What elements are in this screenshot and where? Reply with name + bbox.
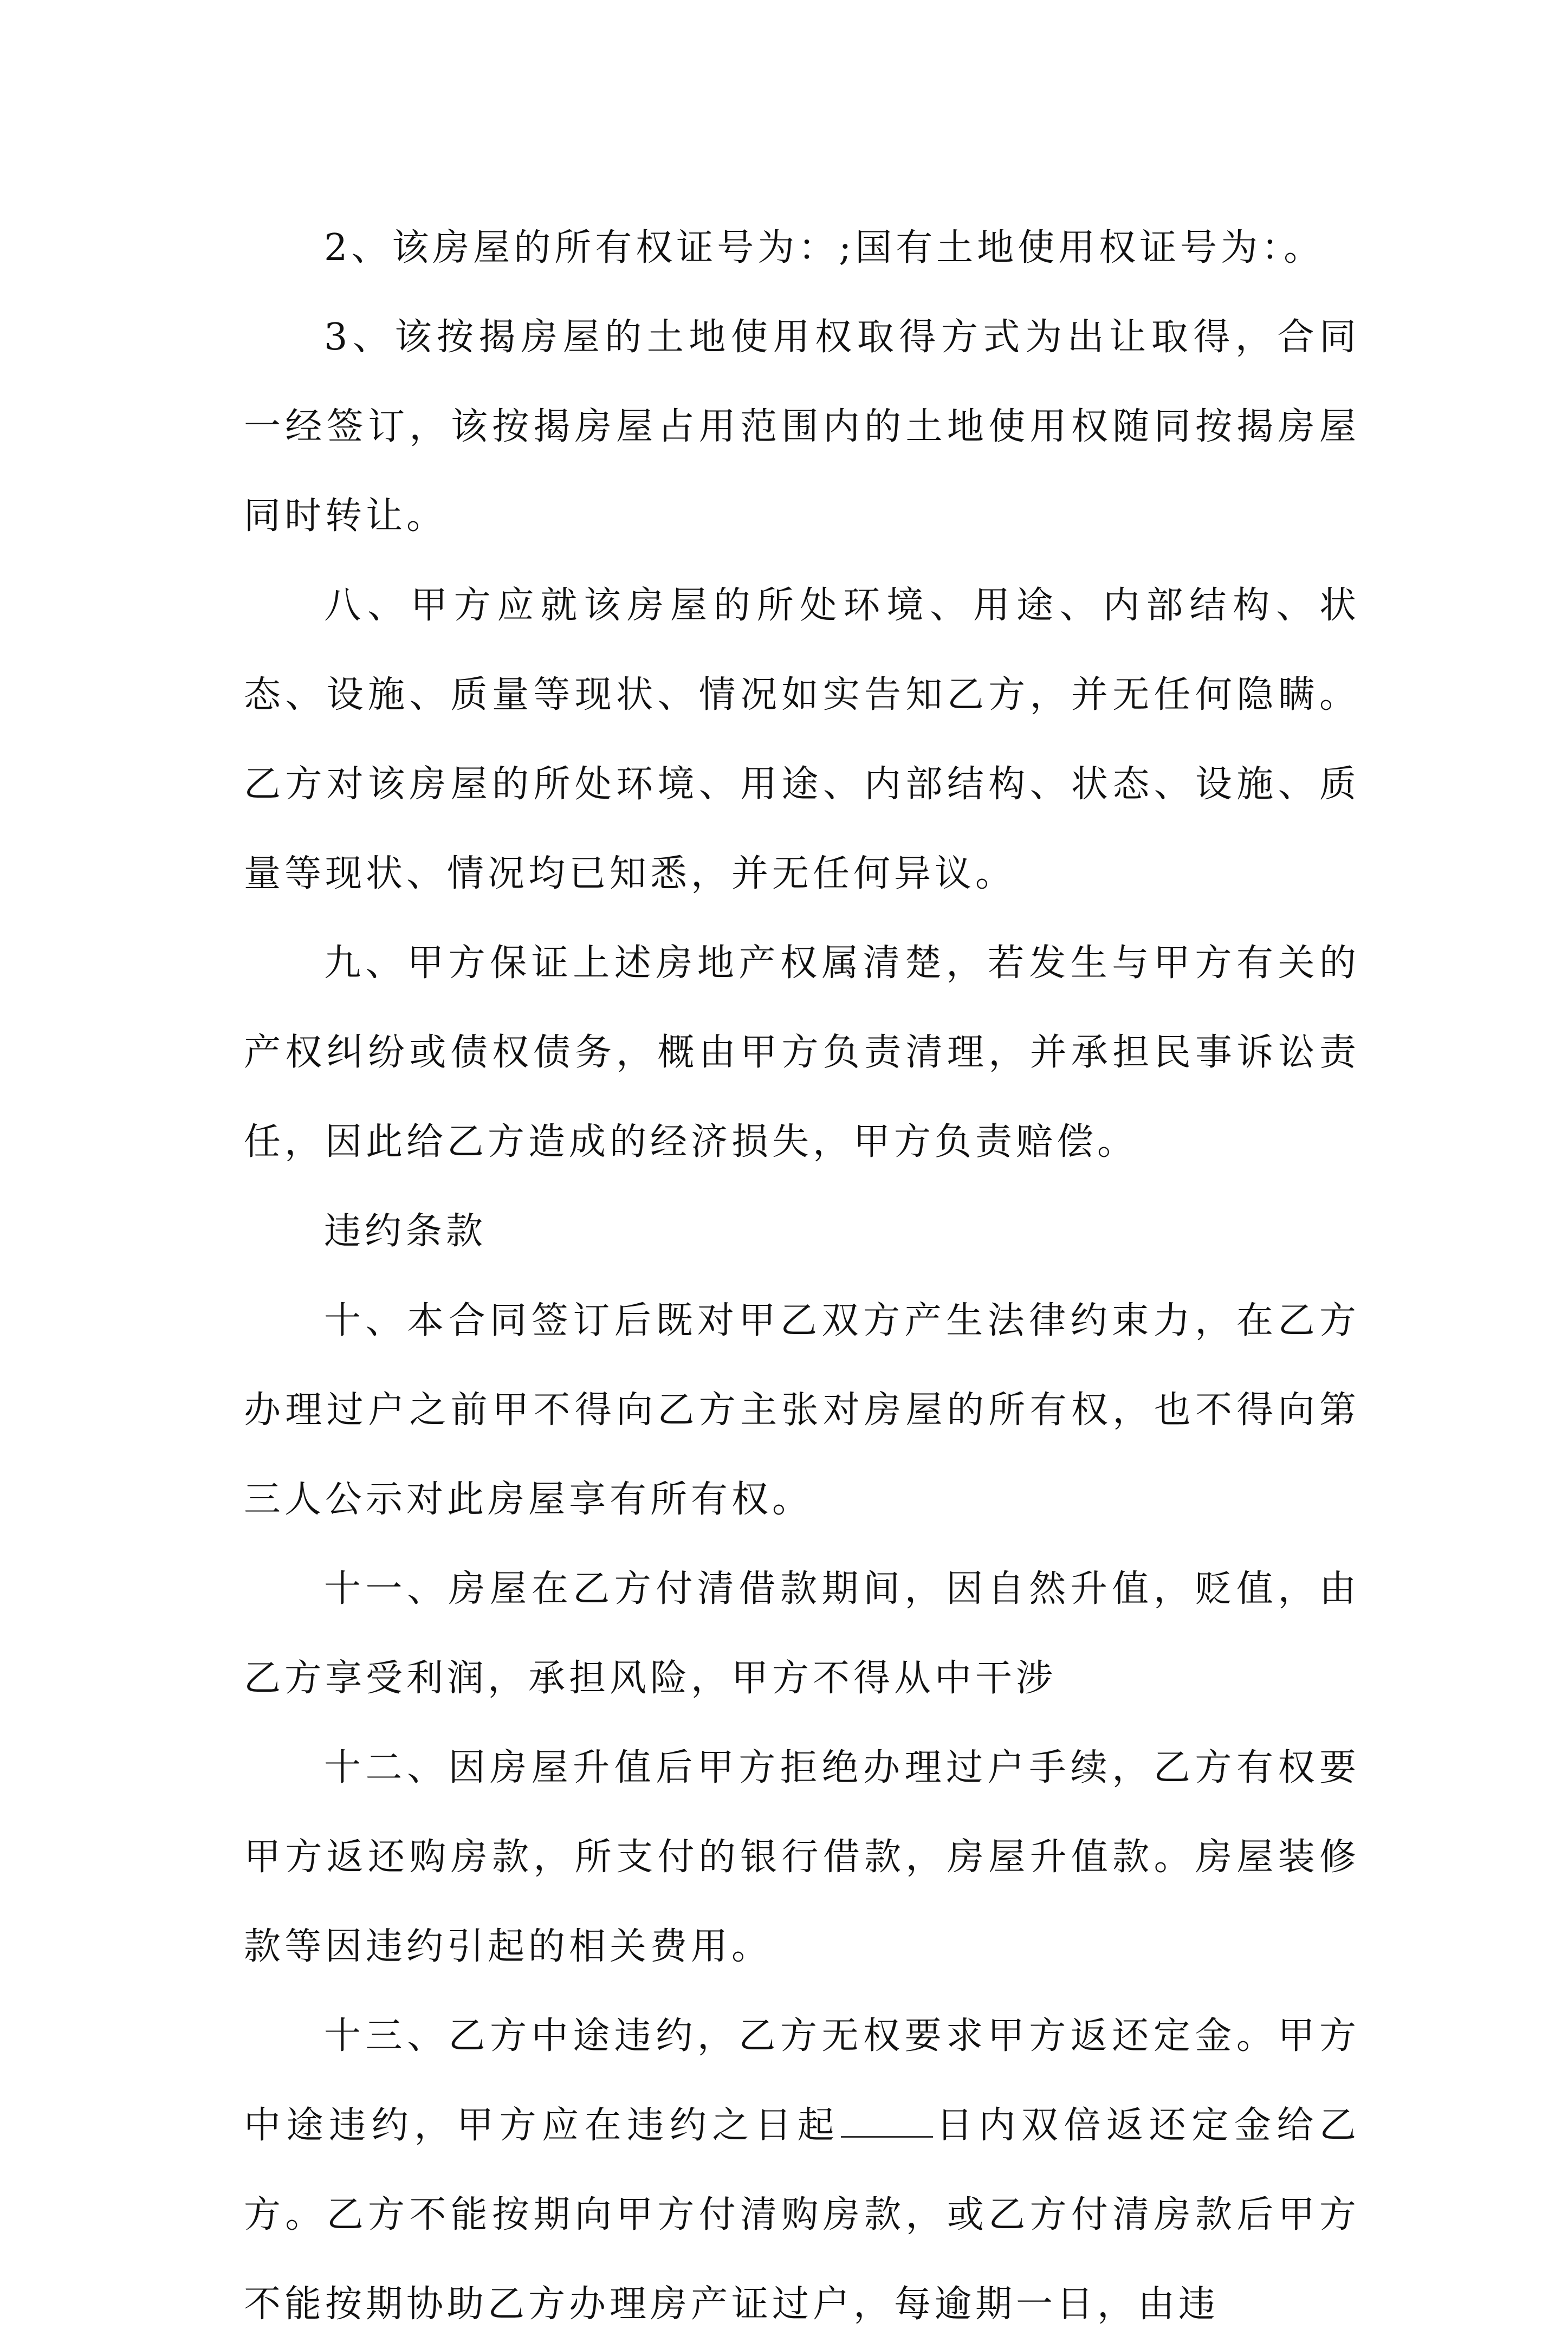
clause-13-text-after-blank: 日内双倍返还定金给乙方。乙方不能按期向甲方付清购房款，或乙方付清房款后甲方不能按期协助乙方办理房产证过户，每逾期一日，由违 — [244, 2104, 1360, 2326]
paragraph-clause-9: 九、甲方保证上述房地产权属清楚，若发生与甲方有关的产权纠纷或债权债务，概由甲方负责清理，并承担民事诉讼责任，因此给乙方造成的经济损失，甲方负责赔偿。 — [244, 942, 1360, 1163]
paragraph-clause-12: 十二、因房屋升值后甲方拒绝办理过户手续，乙方有权要甲方返还购房款，所支付的银行借款，房屋升值款。房屋装修款等因违约引起的相关费用。 — [244, 1746, 1360, 1968]
fill-in-blank-days — [841, 2104, 933, 2138]
paragraph-clause-8: 八、甲方应就该房屋的所处环境、用途、内部结构、状态、设施、质量等现状、情况如实告知乙方，并无任何隐瞒。乙方对该房屋的所处环境、用途、内部结构、状态、设施、质量等现状、情况均已知悉，并无任何异议。 — [244, 584, 1360, 895]
paragraph-clause-11: 十一、房屋在乙方付清借款期间，因自然升值，贬值，由乙方享受利润，承担风险，甲方不得从中干涉 — [244, 1568, 1360, 1700]
paragraph-clause-13 — [244, 1991, 1360, 2349]
section-heading-breach-terms: 违约条款 — [324, 1210, 487, 1253]
paragraph-land-use-right: 3、该按揭房屋的土地使用权取得方式为出让取得，合同一经签订，该按揭房屋占用范围内的土地使用权随同按揭房屋同时转让。 — [244, 316, 1360, 538]
clause-13-text-before-blank: 十三、乙方中途违约，乙方无权要求甲方返还定金。甲方中途违约，甲方应在违约之日起 — [244, 2015, 1360, 2147]
paragraph-certificate-numbers: 2、该房屋的所有权证号为：;国有土地使用权证号为：。 — [324, 227, 1325, 269]
paragraph-clause-10: 十、本合同签订后既对甲乙双方产生法律约束力，在乙方办理过户之前甲不得向乙方主张对房屋的所有权，也不得向第三人公示对此房屋享有所有权。 — [244, 1299, 1360, 1521]
document-body — [244, 203, 1360, 2349]
